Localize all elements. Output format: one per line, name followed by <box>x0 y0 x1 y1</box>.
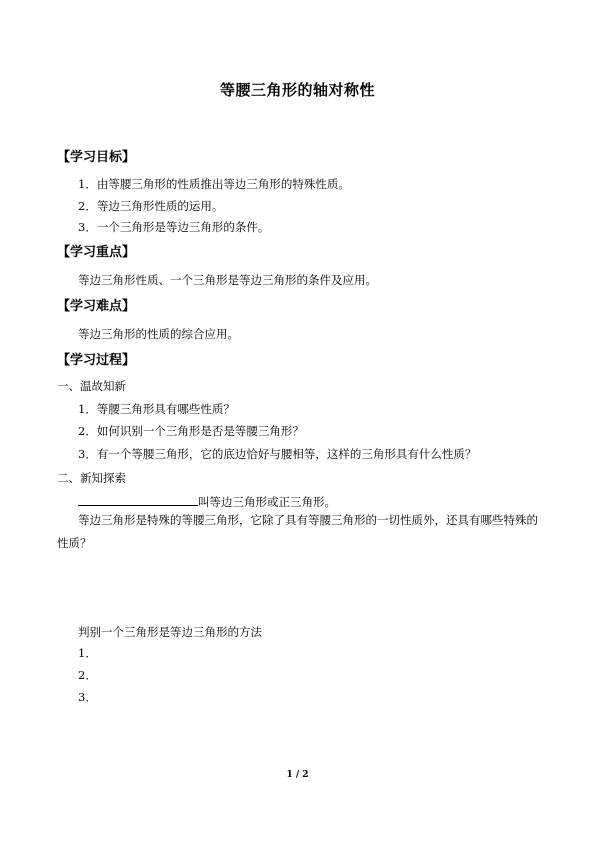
method-item-3: 3． <box>78 690 97 704</box>
key-points-heading: 【学习重点】 <box>57 245 136 260</box>
method-title: 判别一个三角形是等边三角形的方法 <box>78 625 262 639</box>
fill-blank[interactable] <box>78 493 198 506</box>
definition-line <box>78 493 336 510</box>
method-item-1: 1． <box>78 646 97 660</box>
review-item-1: 1．等腰三角形具有哪些性质？ <box>78 402 235 416</box>
key-points-text: 等边三角形性质、一个三角形是等边三角形的条件及应用。 <box>78 273 377 287</box>
explore-label: 二、新知探索 <box>57 471 126 485</box>
definition-text: 叫等边三角形或正三角形。 <box>198 495 336 509</box>
explore-question: 等边三角形是特殊的等腰三角形，它除了具有等腰三角形的一切性质外，还具有哪些特殊的性质？ <box>57 513 538 550</box>
objectives-heading: 【学习目标】 <box>57 150 136 165</box>
page-number: 1 / 2 <box>286 770 309 780</box>
method-item-2: 2． <box>78 668 97 682</box>
objective-item-2: 2．等边三角形性质的运用。 <box>78 199 224 213</box>
process-heading: 【学习过程】 <box>57 353 136 368</box>
objective-item-3: 3．一个三角形是等边三角形的条件。 <box>78 220 270 234</box>
review-item-3: 3．有一个等腰三角形，它的底边恰好与腰相等，这样的三角形具有什么性质？ <box>78 447 477 461</box>
page-title: 等腰三角形的轴对称性 <box>219 81 375 99</box>
difficulties-text: 等边三角形的性质的综合应用。 <box>78 327 239 341</box>
review-item-2: 2．如何识别一个三角形是否是等腰三角形？ <box>78 424 304 438</box>
difficulties-heading: 【学习难点】 <box>57 299 136 314</box>
objective-item-1: 1．由等腰三角形的性质推出等边三角形的特殊性质。 <box>78 177 350 191</box>
review-label: 一、温故知新 <box>57 379 126 393</box>
